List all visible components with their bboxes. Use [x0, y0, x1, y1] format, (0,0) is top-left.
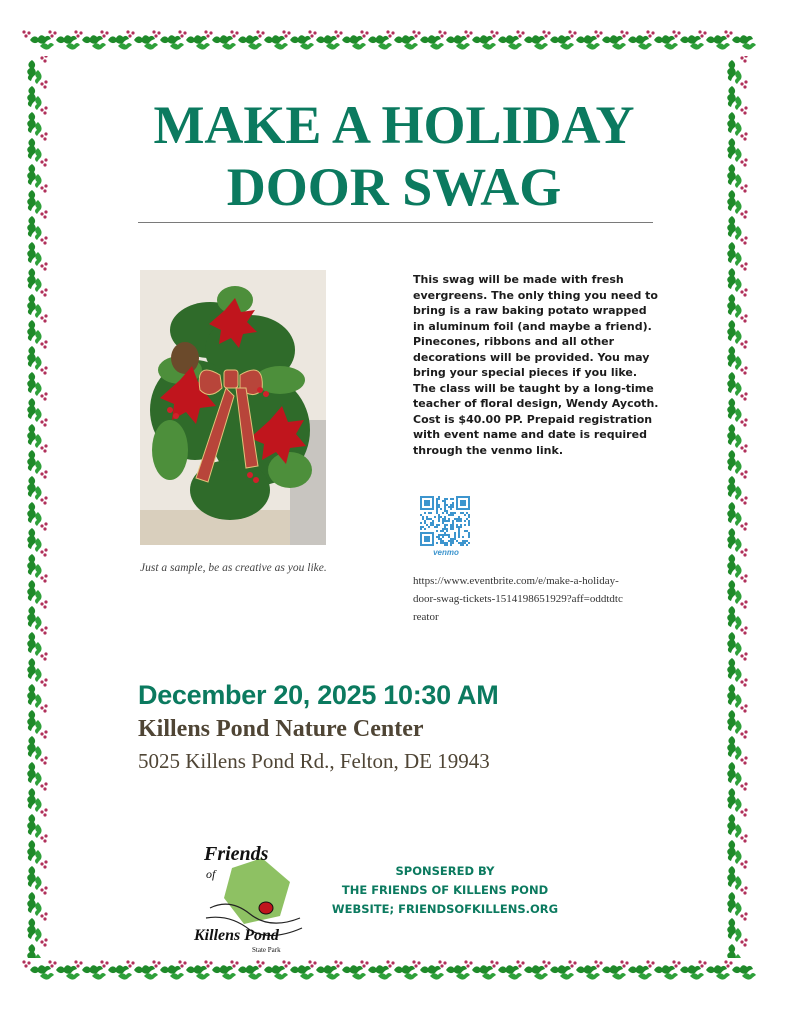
holly-sprig-icon: [27, 522, 47, 552]
door-swag-photo: [140, 270, 326, 545]
holly-sprig-icon: [27, 56, 47, 84]
holly-sprig-icon: [727, 106, 747, 136]
event-date-time: December 20, 2025 10:30 AM: [138, 680, 499, 710]
friends-of-killens-pond-logo: [192, 838, 314, 956]
holly-sprig-icon: [27, 158, 47, 188]
holly-sprig-icon: [27, 210, 47, 240]
holly-sprig-icon: [727, 912, 747, 942]
sponsor-block: [320, 862, 570, 919]
holly-sprig-icon: [727, 314, 747, 344]
title-line-2: DOOR SWAG: [226, 157, 562, 217]
holly-sprig-icon: [27, 886, 47, 916]
holly-border-bottom: [22, 958, 768, 986]
holly-sprig-icon: [27, 678, 47, 708]
holly-sprig-icon: [27, 340, 47, 370]
holly-sprig-icon: [27, 262, 47, 292]
holly-sprig-icon: [727, 366, 747, 396]
holly-sprig-icon: [724, 960, 756, 979]
holly-sprig-icon: [27, 652, 47, 682]
holly-sprig-icon: [727, 236, 747, 266]
holly-sprig-icon: [727, 834, 747, 864]
logo-text-killens-pond: Killens Pond: [194, 927, 279, 944]
holly-sprig-icon: [27, 236, 47, 266]
holly-border-top: [22, 28, 768, 56]
holly-sprig-icon: [727, 132, 747, 162]
holly-sprig-icon: [27, 444, 47, 474]
holly-sprig-icon: [727, 730, 747, 760]
holly-sprig-icon: [727, 210, 747, 240]
holly-sprig-icon: [27, 496, 47, 526]
holly-sprig-icon: [27, 756, 47, 786]
venmo-qr-code[interactable]: [419, 495, 473, 557]
holly-sprig-icon: [727, 756, 747, 786]
holly-sprig-icon: [27, 834, 47, 864]
holly-sprig-icon: [27, 418, 47, 448]
holly-sprig-icon: [27, 730, 47, 760]
holly-sprig-icon: [27, 470, 47, 500]
holly-sprig-icon: [727, 184, 747, 214]
page-title: [128, 94, 660, 218]
sponsor-line-3: WEBSITE; FRIENDSOFKILLENS.ORG: [331, 902, 559, 916]
holly-sprig-icon: [727, 704, 747, 734]
holly-sprig-icon: [727, 808, 747, 838]
holly-sprig-icon: [27, 912, 47, 942]
holly-sprig-icon: [27, 132, 47, 162]
holly-sprig-icon: [27, 548, 47, 578]
holly-sprig-icon: [727, 678, 747, 708]
holly-sprig-icon: [27, 184, 47, 214]
title-line-1: MAKE A HOLIDAY: [153, 95, 635, 155]
holly-sprig-icon: [27, 626, 47, 656]
holly-sprig-icon: [727, 158, 747, 188]
event-address: 5025 Killens Pond Rd., Felton, DE 19943: [138, 749, 490, 773]
holly-sprig-icon: [727, 340, 747, 370]
holly-sprig-icon: [727, 470, 747, 500]
holly-sprig-icon: [727, 574, 747, 604]
holly-sprig-icon: [27, 80, 47, 110]
holly-sprig-icon: [27, 704, 47, 734]
holly-sprig-icon: [27, 574, 47, 604]
sponsor-line-1: SPONSERED BY: [395, 864, 495, 878]
holly-sprig-icon: [727, 392, 747, 422]
holly-sprig-icon: [727, 262, 747, 292]
title-divider: [138, 222, 653, 223]
holly-sprig-icon: [727, 444, 747, 474]
holly-sprig-icon: [727, 80, 747, 110]
photo-caption: Just a sample, be as creative as you like.: [140, 562, 327, 574]
holly-sprig-icon: [727, 782, 747, 812]
holly-sprig-icon: [27, 106, 47, 136]
holly-border-left: [22, 56, 52, 958]
holly-sprig-icon: [27, 314, 47, 344]
holly-sprig-icon: [727, 288, 747, 318]
eventbrite-link[interactable]: https://www.eventbrite.com/e/make-a-holiday-door-swag-tickets-1514198651929?aff=oddtdtcreator: [413, 575, 623, 623]
holly-sprig-icon: [727, 56, 747, 84]
holly-sprig-icon: [27, 288, 47, 318]
logo-text-state-park: State Park: [252, 946, 281, 954]
holly-sprig-icon: [27, 808, 47, 838]
holly-sprig-icon: [27, 366, 47, 396]
logo-text-friends: Friends: [204, 843, 269, 865]
event-description: This swag will be made with fresh evergreens. The only thing you need to bring is a raw baking potato wrapped in aluminum foil (and maybe a friend). Pinecones, ribbons and all other decorations will be provided. You may bring your special pieces if you like. The class will be taught by a long-time teacher of floral design, Wendy Aycoth. Cost is $40.00 PP. Prepaid registration with event name and date is required through the venmo link.: [413, 273, 659, 457]
holly-border-right: [722, 56, 752, 958]
holly-sprig-icon: [727, 652, 747, 682]
sponsor-line-2: THE FRIENDS OF KILLENS POND: [341, 883, 549, 897]
holly-sprig-icon: [727, 860, 747, 890]
holly-sprig-icon: [724, 30, 756, 49]
event-venue: Killens Pond Nature Center: [138, 716, 424, 742]
holly-sprig-icon: [27, 600, 47, 630]
venmo-label: venmo: [433, 548, 459, 557]
holly-sprig-icon: [727, 496, 747, 526]
holly-sprig-icon: [27, 782, 47, 812]
holly-sprig-icon: [727, 418, 747, 448]
holly-sprig-icon: [727, 626, 747, 656]
holly-sprig-icon: [727, 600, 747, 630]
holly-sprig-icon: [727, 522, 747, 552]
logo-text-of: of: [206, 867, 216, 881]
holly-sprig-icon: [727, 886, 747, 916]
holly-sprig-icon: [727, 548, 747, 578]
holly-sprig-icon: [27, 392, 47, 422]
holly-sprig-icon: [27, 860, 47, 890]
